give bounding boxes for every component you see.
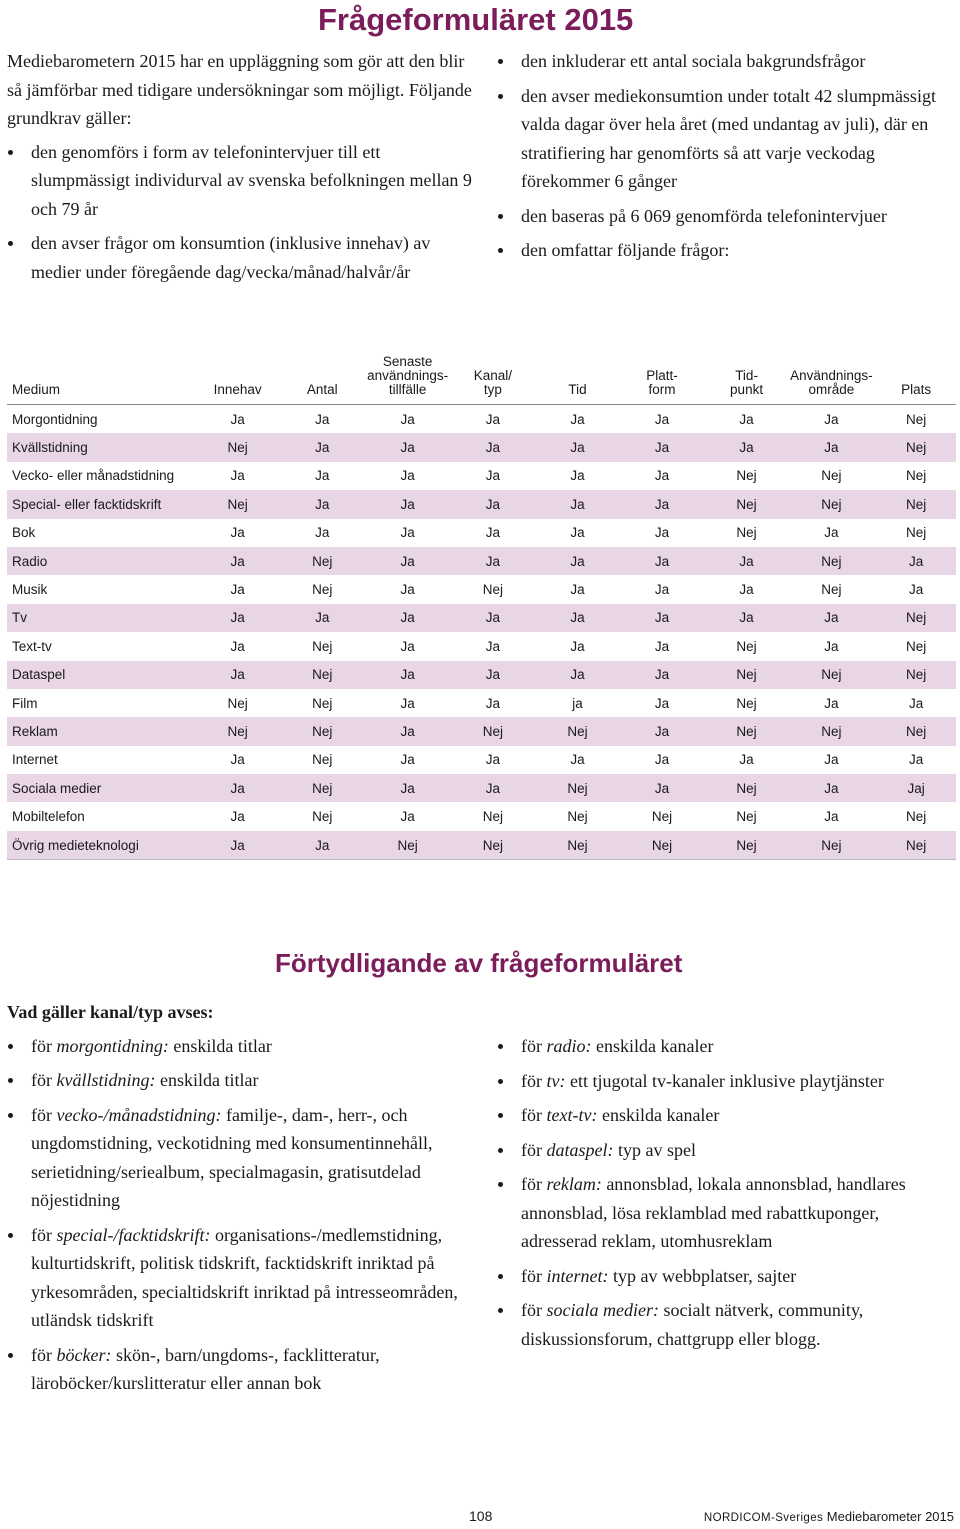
bullet-prefix: för [31, 1070, 57, 1090]
answer-cell: Ja [230, 638, 245, 654]
table-row [7, 689, 956, 717]
answer-cell: Nej [312, 809, 333, 825]
answer-cell: Ja [315, 468, 330, 484]
bullet-dot [8, 1113, 13, 1118]
bullet-dot [498, 1308, 503, 1313]
bullet-dot [498, 1113, 503, 1118]
answer-cell: Ja [786, 433, 876, 461]
answer-cell: Ja [707, 604, 787, 632]
answer-cell: Ja [400, 525, 415, 541]
column-header: Platt- form [617, 355, 707, 405]
bullet-text: enskilda titlar [168, 1035, 272, 1056]
bullet-item [497, 1262, 959, 1291]
medium-name-cell: Mobiltelefon [12, 809, 85, 825]
table-row [7, 462, 956, 490]
bullet-term: internet: [546, 1265, 609, 1286]
bullet-prefix: för [521, 1174, 547, 1194]
bullet-dot [498, 1182, 503, 1187]
answer-cell: ja [572, 695, 583, 711]
bullet-dot [8, 150, 13, 155]
bullet-item [497, 236, 959, 265]
answer-cell: Nej [736, 695, 757, 711]
bullet-term: dataspel: [546, 1139, 614, 1160]
bullet-item [497, 1067, 959, 1096]
answer-cell: Ja [230, 468, 245, 484]
answer-cell: Ja [278, 604, 368, 632]
bullet-prefix: för [31, 1035, 57, 1056]
bullet-term: tv: [546, 1070, 566, 1091]
answer-cell: Ja [909, 752, 924, 768]
answer-cell: Ja [617, 717, 707, 745]
clarification-question: Vad gäller kanal/typ avses: [7, 1002, 214, 1022]
answer-cell: Ja [617, 547, 707, 575]
page-title: Frågeformuläret 2015 [318, 2, 634, 37]
bullet-item [7, 138, 472, 224]
answer-cell: Ja [400, 582, 415, 598]
answer-cell: Ja [400, 809, 415, 825]
page-number: 108 [469, 1508, 493, 1524]
answer-cell: Ja [654, 411, 670, 427]
answer-cell: Ja [786, 604, 876, 632]
answer-cell: Ja [367, 661, 448, 689]
bullet-prefix: för [31, 1344, 57, 1365]
medium-name-cell: Övrig medieteknologi [7, 831, 198, 860]
answer-cell: Ja [315, 525, 330, 541]
answer-cell: Ja [400, 752, 415, 768]
answer-cell: Ja [230, 411, 245, 427]
bullet-term: reklam: [546, 1174, 602, 1194]
medium-name-cell: Text-tv [12, 638, 52, 654]
bullet-dot [8, 1233, 13, 1238]
answer-cell: Ja [367, 604, 448, 632]
table-row [7, 774, 956, 802]
answer-cell: Nej [651, 809, 673, 825]
table-row [7, 717, 956, 745]
answer-cell: Nej [482, 809, 504, 825]
bullet-dot [8, 1078, 13, 1083]
answer-cell: Ja [485, 525, 501, 541]
answer-cell: Ja [485, 638, 501, 654]
answer-cell: Nej [367, 831, 448, 860]
bullet-item [7, 1101, 467, 1215]
answer-cell: Ja [278, 433, 368, 461]
medium-name-cell: Vecko- eller månadstidning [12, 468, 175, 484]
bullet-text: organisations-/medlemstidning, kulturtidskrift, politisk tidskrift, facktidskrift inriktad på yrkesområden, specialtidskrift inriktad på intresseområden, utländsk tidskrift [31, 1224, 458, 1330]
medium-name-cell: Musik [12, 582, 48, 598]
column-header: Kanal/ typ [448, 355, 538, 405]
answer-cell: Ja [485, 468, 501, 484]
bullet-item [7, 1032, 467, 1061]
answer-cell: Ja [617, 604, 707, 632]
answer-cell: Ja [617, 490, 707, 518]
answer-cell: Ja [654, 752, 670, 768]
answer-cell: Ja [617, 433, 707, 461]
bullet-item [497, 1170, 959, 1256]
answer-cell: Nej [278, 717, 368, 745]
bullet-prefix: för [521, 1070, 547, 1091]
answer-cell: Ja [654, 638, 670, 654]
answer-cell: Ja [707, 547, 787, 575]
answer-cell: Nej [876, 831, 956, 860]
answer-cell: Nej [707, 717, 787, 745]
bullet-text: familje-, dam-, herr-, och ungdomstidning, veckotidning med konsumentinnehåll, serietidning/seriealbum, specialmagasin, gratisutdelad nöjestidning [31, 1104, 433, 1210]
answer-cell: Ja [570, 525, 585, 541]
bullet-text: den genomförs i form av telefonintervjuer till ett slumpmässigt individurval av svenska befolkningen mellan 9 och 79 år [31, 141, 472, 219]
clarification-title: Förtydligande av frågeformuläret [275, 948, 683, 978]
bullet-text: den inkluderar ett antal sociala bakgrundsfrågor [521, 51, 866, 71]
answer-cell: Nej [906, 638, 927, 654]
bullet-text: den omfattar följande frågor: [521, 240, 730, 260]
answer-cell: Nej [198, 433, 278, 461]
bullet-dot [498, 1148, 503, 1153]
answer-cell: Ja [230, 752, 245, 768]
answer-cell: Ja [448, 774, 538, 802]
column-header: Användnings- område [786, 355, 876, 405]
clarification-right-bullet-list [497, 1032, 959, 1353]
answer-cell: Nej [198, 490, 278, 518]
column-header: Senaste användnings- tillfälle [367, 355, 448, 405]
bullet-term: kvällstidning: [56, 1070, 156, 1090]
bullet-item [497, 1296, 959, 1353]
answer-cell: Ja [278, 831, 368, 860]
answer-cell: Nej [707, 490, 787, 518]
bullet-prefix: för [521, 1265, 547, 1286]
bullet-prefix: för [521, 1139, 547, 1160]
bullet-text: socialt nätverk, community, diskussionsforum, chattgrupp eller blogg. [521, 1300, 864, 1349]
table-row [7, 405, 956, 434]
answer-cell: Ja [876, 547, 956, 575]
answer-cell: Ja [824, 525, 839, 541]
table-row [7, 746, 956, 774]
table-row [7, 519, 956, 547]
bullet-dot [8, 1353, 13, 1358]
answer-cell: Nej [538, 831, 618, 860]
bullet-prefix: för [521, 1300, 547, 1320]
column-header: Tid [538, 355, 618, 405]
bullet-term: böcker: [56, 1344, 112, 1365]
medium-name-cell: Sociala medier [7, 774, 198, 802]
answer-cell: Ja [570, 411, 585, 427]
answer-cell: Nej [736, 468, 757, 484]
bullet-dot [498, 1044, 503, 1049]
answer-cell: Ja [538, 547, 618, 575]
answer-cell: Nej [707, 774, 787, 802]
medium-name-cell: Bok [12, 525, 36, 541]
intro-right-bullet-list [497, 47, 959, 265]
answer-cell: Nej [906, 468, 927, 484]
clarification-left-column [7, 998, 467, 1404]
answer-cell: Ja [739, 582, 754, 598]
answer-cell: Nej [482, 582, 504, 598]
answer-cell: Ja [230, 809, 245, 825]
column-header: Innehav [198, 355, 278, 405]
answer-cell: Nej [821, 468, 842, 484]
bullet-text: den avser mediekonsumtion under totalt 42 slumpmässigt valda dagar över hela året (med undantag av juli), där en stratifiering har genomförts så att varje veckodag förekommer 6 gånger [521, 85, 936, 191]
answer-cell: Ja [786, 774, 876, 802]
table-row [7, 547, 956, 575]
medium-name-cell: Kvällstidning [7, 433, 198, 461]
bullet-item [7, 1341, 467, 1398]
bullet-text: enskilda titlar [155, 1070, 259, 1090]
answer-cell: Ja [654, 582, 670, 598]
footer-publication [704, 1509, 954, 1524]
answer-cell: Ja [570, 752, 585, 768]
answer-cell: Ja [739, 752, 754, 768]
bullet-prefix: för [521, 1105, 547, 1125]
answer-cell: Ja [538, 490, 618, 518]
answer-cell: Ja [824, 695, 839, 711]
answer-cell: Nej [906, 411, 927, 427]
answer-cell: Ja [448, 490, 538, 518]
bullet-dot [498, 94, 503, 99]
answer-cell: Ja [617, 774, 707, 802]
answer-cell: Nej [278, 661, 368, 689]
answer-cell: Nej [736, 638, 757, 654]
footer-title: Mediebarometer 2015 [826, 1509, 954, 1524]
bullet-item [497, 47, 959, 76]
answer-cell: Nej [786, 547, 876, 575]
answer-cell: Nej [876, 604, 956, 632]
bullet-text: den avser frågor om konsumtion (inklusive innehav) av medier under föregående dag/vecka/månad/halvår/år [31, 233, 431, 282]
answer-cell: Jaj [876, 774, 956, 802]
answer-cell: Nej [448, 831, 538, 860]
answer-cell: Ja [448, 604, 538, 632]
answer-cell: Ja [315, 411, 330, 427]
answer-cell: Ja [198, 547, 278, 575]
table-header-row [7, 355, 956, 405]
bullet-text: den baseras på 6 069 genomförda telefonintervjuer [521, 205, 887, 226]
answer-cell: Ja [570, 582, 585, 598]
answer-cell: Nej [786, 717, 876, 745]
bullet-prefix: för [31, 1224, 57, 1245]
answer-cell: Ja [824, 638, 839, 654]
medium-name-cell: Reklam [7, 717, 198, 745]
table-row [7, 575, 956, 603]
answer-cell: Nej [312, 582, 333, 598]
question-matrix-table [7, 355, 956, 860]
answer-cell: Nej [278, 547, 368, 575]
answer-cell: Ja [538, 661, 618, 689]
table-row [7, 632, 956, 660]
answer-cell: Ja [278, 490, 368, 518]
answer-cell: Nej [786, 490, 876, 518]
answer-cell: Ja [485, 411, 501, 427]
answer-cell: Ja [707, 433, 787, 461]
bullet-text: ett tjugotal tv-kanaler inklusive playtjänster [565, 1070, 884, 1091]
medium-name-cell: Special- eller facktidskrift [7, 490, 198, 518]
answer-cell: Ja [400, 411, 415, 427]
bullet-prefix: för [31, 1104, 57, 1125]
answer-cell: Nej [906, 809, 927, 825]
answer-cell: Ja [448, 661, 538, 689]
answer-cell: Ja [824, 809, 839, 825]
answer-cell: Ja [538, 433, 618, 461]
answer-cell: Ja [824, 752, 839, 768]
answer-cell: Nej [312, 695, 333, 711]
bullet-dot [498, 59, 503, 64]
bullet-dot [8, 241, 13, 246]
answer-cell: Ja [654, 468, 670, 484]
answer-cell: Nej [567, 809, 588, 825]
bullet-term: special-/facktidskrift: [56, 1224, 211, 1245]
bullet-item [497, 1136, 959, 1165]
answer-cell: Nej [906, 525, 927, 541]
answer-cell: Ja [570, 638, 585, 654]
answer-cell: Nej [198, 717, 278, 745]
answer-cell: Ja [824, 411, 839, 427]
answer-cell: Ja [367, 490, 448, 518]
answer-cell: Nej [448, 717, 538, 745]
table-row [7, 802, 956, 830]
bullet-term: radio: [546, 1036, 592, 1056]
answer-cell: Ja [400, 638, 415, 654]
bullet-dot [498, 1079, 503, 1084]
bullet-dot [8, 1044, 13, 1049]
bullet-dot [498, 214, 503, 219]
bullet-text: typ av spel [613, 1139, 696, 1160]
answer-cell: Ja [570, 468, 585, 484]
medium-name-cell: Internet [12, 752, 58, 768]
table-row [7, 831, 956, 860]
bullet-term: text-tv: [546, 1105, 598, 1125]
answer-cell: Ja [198, 774, 278, 802]
answer-cell: Nej [312, 638, 333, 654]
table-row [7, 661, 956, 689]
answer-cell: Ja [909, 582, 924, 598]
answer-cell: Nej [538, 717, 618, 745]
column-header: Medium [7, 355, 198, 405]
answer-cell: Nej [876, 717, 956, 745]
bullet-item [497, 82, 959, 196]
bullet-text: enskilda kanaler [597, 1105, 720, 1125]
answer-cell: Ja [198, 604, 278, 632]
answer-cell: Ja [909, 695, 924, 711]
bullet-item [497, 1032, 959, 1061]
bullet-dot [498, 248, 503, 253]
table-row [7, 433, 956, 461]
answer-cell: Ja [400, 695, 415, 711]
answer-cell: Ja [367, 717, 448, 745]
answer-cell: Ja [367, 774, 448, 802]
column-header: Plats [876, 355, 956, 405]
answer-cell: Nej [876, 661, 956, 689]
intro-paragraph: Mediebarometern 2015 har en uppläggning som gör att den blir så jämförbar med tidigare undersökningar som möjligt. Följande grundkrav gäller: [7, 51, 472, 128]
answer-cell: Ja [198, 661, 278, 689]
medium-name-cell: Film [12, 695, 38, 711]
medium-name-cell: Tv [7, 604, 198, 632]
table-row [7, 490, 956, 518]
answer-cell: Nej [786, 661, 876, 689]
answer-cell: Nej [821, 582, 842, 598]
answer-cell: Nej [707, 661, 787, 689]
answer-cell: Ja [230, 525, 245, 541]
clarification-left-bullet-list [7, 1032, 467, 1398]
answer-cell: Nej [876, 433, 956, 461]
clarification-right-column [497, 1032, 959, 1359]
medium-name-cell: Morgontidning [12, 411, 98, 427]
bullet-item [7, 229, 472, 286]
bullet-text: typ av webbplatser, sajter [608, 1265, 797, 1286]
bullet-term: sociala medier: [546, 1300, 659, 1320]
table-row [7, 604, 956, 632]
answer-cell: Nej [876, 490, 956, 518]
bullet-prefix: för [521, 1036, 547, 1056]
bullet-term: vecko-/månadstidning: [56, 1104, 222, 1125]
answer-cell: Ja [485, 695, 501, 711]
footer-org: NORDICOM-Sveriges [703, 1512, 824, 1524]
answer-cell: Ja [617, 661, 707, 689]
intro-right-column [497, 47, 959, 271]
intro-left-column [7, 47, 472, 292]
answer-cell: Nej [227, 695, 248, 711]
answer-cell: Nej [278, 774, 368, 802]
column-header: Antal [278, 355, 368, 405]
answer-cell: Nej [707, 831, 787, 860]
bullet-item [7, 1221, 467, 1335]
answer-cell: Ja [230, 582, 245, 598]
bullet-text: skön-, barn/ungdoms-, facklitteratur, läroböcker/kurslitteratur eller annan bok [31, 1344, 380, 1393]
bullet-text: annonsblad, lokala annonsblad, handlares annonsblad, lösa reklamblad med rabattkuponger, adresserad reklam, utomhusreklam [521, 1174, 906, 1251]
answer-cell: Ja [654, 525, 670, 541]
answer-cell: Nej [736, 809, 757, 825]
answer-cell: Ja [198, 831, 278, 860]
answer-cell: Ja [448, 547, 538, 575]
answer-cell: Ja [654, 695, 670, 711]
answer-cell: Ja [400, 468, 415, 484]
bullet-dot [498, 1274, 503, 1279]
bullet-text: enskilda kanaler [591, 1036, 714, 1056]
answer-cell: Ja [448, 433, 538, 461]
medium-name-cell: Radio [7, 547, 198, 575]
answer-cell: Ja [739, 411, 754, 427]
bullet-item [497, 202, 959, 231]
column-header: Tid- punkt [707, 355, 787, 405]
answer-cell: Ja [538, 604, 618, 632]
bullet-item [7, 1066, 467, 1095]
intro-left-bullet-list [7, 138, 472, 287]
answer-cell: Nej [312, 752, 333, 768]
answer-cell: Nej [538, 774, 618, 802]
answer-cell: Nej [617, 831, 707, 860]
bullet-term: morgontidning: [56, 1035, 169, 1056]
answer-cell: Ja [367, 547, 448, 575]
answer-cell: Nej [736, 525, 757, 541]
medium-name-cell: Dataspel [7, 661, 198, 689]
answer-cell: Ja [367, 433, 448, 461]
bullet-item [497, 1101, 959, 1130]
answer-cell: Nej [786, 831, 876, 860]
answer-cell: Ja [485, 752, 501, 768]
